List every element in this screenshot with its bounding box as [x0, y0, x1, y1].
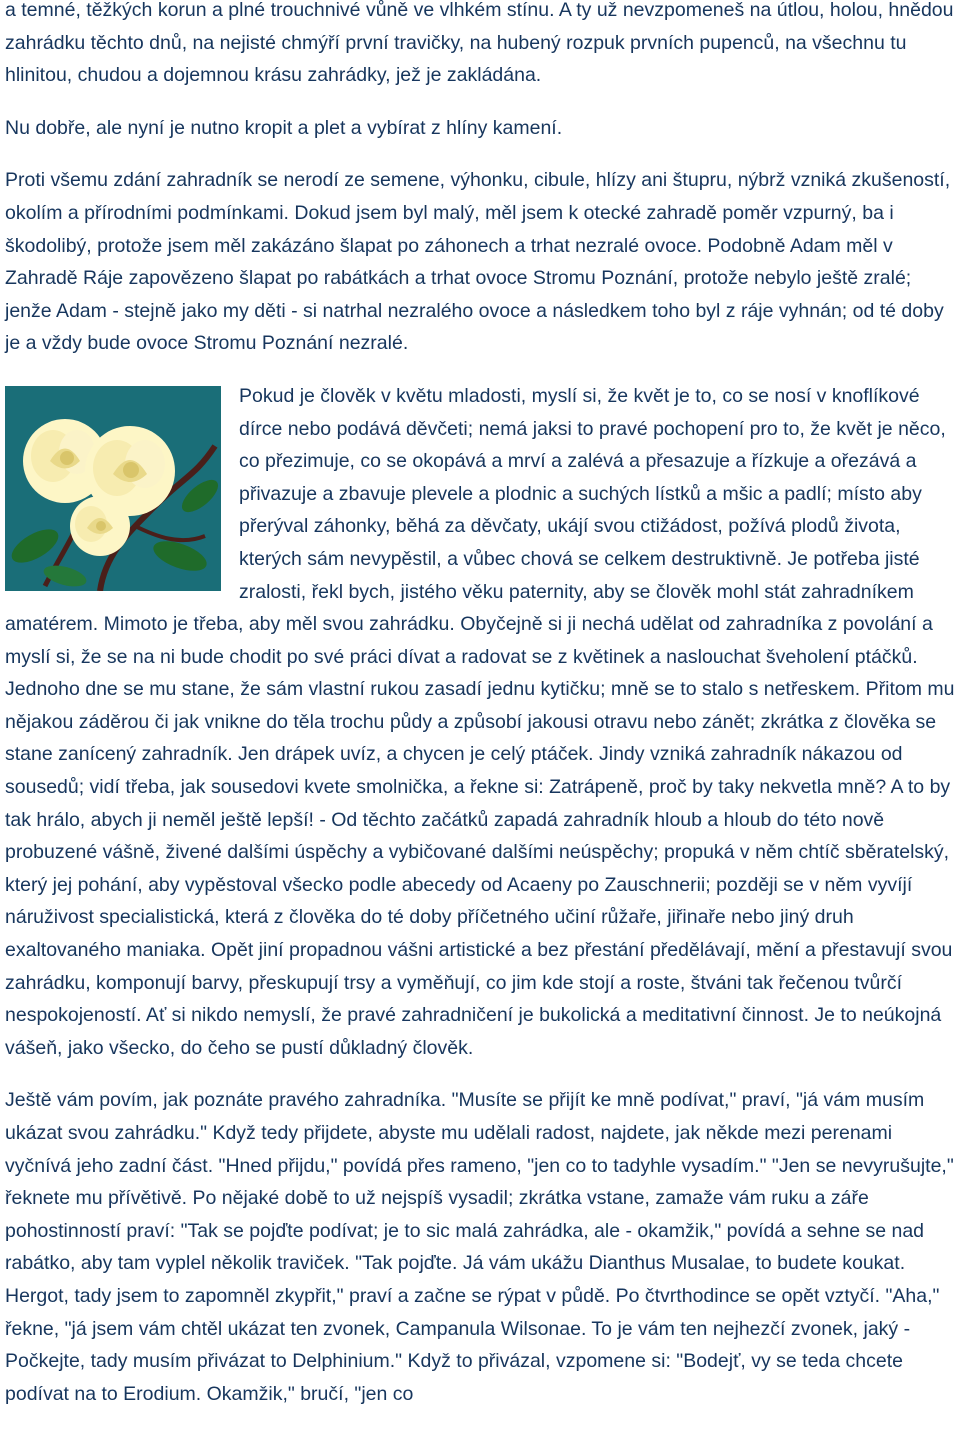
paragraph-1: a temné, těžkých korun a plné trouchnivé vůně ve vlhkém stínu. A ty už nevzpomeneš na útlou, holou, hnědou zahrádku těchto dnů, na nejisté chmýří první travičky, na hubený rozpuk prvních pupenců, na všechnu tu hlinitou, chudou a dojemnou krásu zahrádky, jež je zakládána.: [5, 0, 954, 87]
rose-bloom: [70, 496, 130, 556]
paragraph-3: Proti všemu zdání zahradník se nerodí ze semene, výhonku, cibule, hlízy ani štupru, nýbrž vzniká zkušeností, okolím a přírodními podmínkami. Dokud jsem byl malý, měl jsem k otecké zahradě poměr vzpurný, ba i škodolibý, protože jsem měl zakázáno šlapat po záhonech a trhat nezralé ovoce. Podobně Adam měl v Zahradě Ráje zapovězeno šlapat po rabátkách a trhat ovoce Stromu Poznání, protože nebylo ještě zralé; jenže Adam - stejně jako my děti - si natrhal nezralého ovoce a následkem toho byl z ráje vyhnán; od té doby je a vždy bude ovoce Stromu Poznání nezralé.: [5, 169, 951, 355]
paragraph-5: Ještě vám povím, jak poznáte pravého zahradníka. "Musíte se přijít ke mně podívat," praví, "já vám musím ukázat svou zahrádku." Když tedy přijdete, abyste mu udělali radost, najdete, jak někde mezi perenami vyčnívá jeho zadní část. "Hned přijdu," povídá přes rameno, "jen co to tadyhle vysadím." "Jen se nevyrušujte," řeknete mu přívětivě. Po nějaké době to už nejspíš vysadil; zkrátka vstane, zamaže vám ruku a záře pohostinností praví: "Tak se pojďte podívat; je to sic malá zahrádka, ale - okamžik," povídá a sehne se nad rabátko, aby tam vyplel několik traviček. "Tak pojďte. Já vám ukážu Dianthus Musalae, to budete koukat. Hergot, tady jsem to zapomněl zkypřit," praví a začne se rýpat v půdě. Po čtvrthodince se opět vztyčí. "Aha," řekne, "já jsem vám chtěl ukázat ten zvonek, Campanula Wilsonae. To je vám ten nejhezčí zvonek, jaký - Počkejte, tady musím přivázat to Delphinium." Když to přivázal, vzpomene si: "Bodejť, vy se teda chcete podívat na to Erodium. Okamžik," bručí, "jen co: [5, 1089, 954, 1405]
paragraph-2: Nu dobře, ale nyní je nutno kropit a plet a vybírat z hlíny kamení.: [5, 116, 563, 139]
paragraph-4: [5, 380, 956, 1064]
paragraph-4-text: Pokud je člověk v květu mladosti, myslí si, že květ je to, co se nosí v knoflíkové dírce nebo podává děvčeti; nemá jaksi to pravé pochopení pro to, že květ je něco, co přezimuje, co se okopává a mrví a zalévá a přesazuje a řízkuje a ořezává a přivazuje a zbavuje plevele a plodnic a suchých lístků a mšic a padlí; místo aby přerýval záhonky, běhá za děvčaty, ukájí svou ctižádost, požívá plodů života, kterých sám nevypěstil, a vůbec chová se celkem destruktivně. Je potřeba jisté zralosti, řekl bych, jistého věku paternity, aby se člověk mohl stát zahradníkem amatérem. Mimoto je třeba, aby měl svou zahrádku. Obyčejně si ji nechá udělat od zahradníka z povolání a myslí si, že se na ni bude chodit po své práci dívat a radovat se z květinek a naslouchat šveholení ptáčků. Jednoho dne se mu stane, že sám vlastní rukou zasadí jednu kytičku; mně se to stalo s netřeskem. Přitom mu nějakou záděrou či jak vnikne do těla trochu půdy a způsobí jakousi otravu nebo zánět; zkrátka z člověka se stane zanícený zahradník. Jen drápek uvíz, a chycen je celý ptáček. Jindy vzniká zahradník nákazou od sousedů; vidí třeba, jak sousedovi kvete smolnička, a řekne si: Zatrápeně, proč by taky nekvetla mně? A to by tak hrálo, abych ji neměl ještě lepší! - Od těchto začátků zapadá zahradník hloub a hloub do této nově probuzené vášně, živené dalšími úspěchy a vybičované dalšími neúspěchy; propuká v něm chtíč sběratelský, který jej pohání, aby vypěstoval všecko podle abecedy od Acaeny po Zauschnerii; později se v něm vyvíjí náruživost specialistická, která z člověka do té doby příčetného učiní růžaře, jiřinaře nebo jiný druh exaltovaného maniaka. Opět jiní propadnou vášni artistické a bez přestání předělávají, mění a přestavují svou zahrádku, komponují barvy, přeskupují trsy a vyměňují, co jim kde stojí a roste, štváni tak řečenou tvůrčí nespokojeností. Ať si nikdo nemyslí, že pravé zahradničení je bukolická a meditativní činnost. Je to neúkojná vášeň, jako všecko, do čeho se pustí důkladný člověk.: [5, 384, 955, 1059]
white-roses-icon: [5, 386, 221, 591]
